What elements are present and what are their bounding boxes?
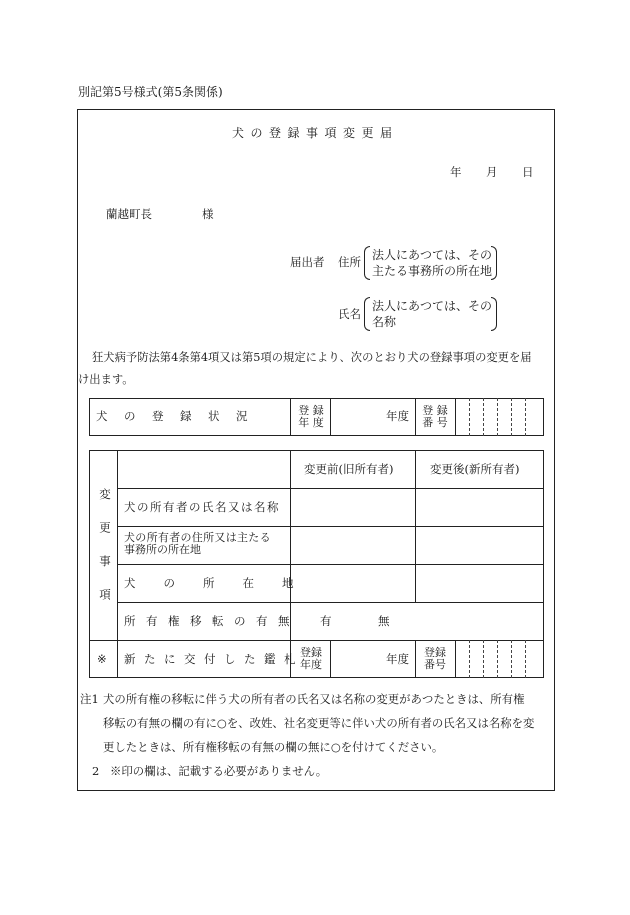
addressee-name: 蘭越町長 bbox=[106, 207, 152, 221]
address-bracket-left bbox=[364, 246, 370, 280]
row-new-tag: 新たに交付した鑑札 bbox=[124, 652, 304, 666]
name-bracket-left bbox=[364, 297, 370, 331]
row-location: 犬の所在地 bbox=[124, 576, 322, 590]
note2-text: ※印の欄は、記載する必要がありません。 bbox=[110, 764, 328, 778]
applicant-label: 届出者 bbox=[290, 255, 325, 269]
tag-number-label: 登録 番号 bbox=[424, 646, 446, 671]
office-use-mark: ※ bbox=[97, 652, 107, 666]
note1-line1: 犬の所有権の移転に伴う犬の所有者の氏名又は名称の変更があつたときは、所有権 bbox=[103, 692, 525, 706]
col-after-header: 変更後(新所有者) bbox=[430, 462, 520, 476]
date-day-label: 日 bbox=[522, 165, 534, 179]
note2-prefix: 2 bbox=[92, 764, 100, 778]
row-transfer: 所有権移転の有無 bbox=[124, 614, 300, 628]
statement-line1: 狂犬病予防法第4条第4項又は第5項の規定により、次のとおり犬の登録事項の変更を届 bbox=[92, 351, 532, 364]
name-note-line1: 法人にあつては、その bbox=[372, 299, 493, 313]
statement-line2: け出ます。 bbox=[78, 373, 134, 386]
date-month-label: 月 bbox=[486, 165, 498, 179]
registration-year-label: 登 録 年 度 bbox=[298, 404, 324, 429]
registration-number-label: 登 録 番 号 bbox=[422, 404, 448, 429]
form-title: 犬の登録事項変更届 bbox=[232, 126, 399, 140]
form-number: 別記第5号様式(第5条関係) bbox=[78, 85, 223, 99]
row-owner-name: 犬の所有者の氏名又は名称 bbox=[124, 500, 280, 514]
tag-year-unit: 年度 bbox=[386, 652, 409, 666]
note1-prefix: 注1 bbox=[80, 692, 99, 706]
address-label: 住所 bbox=[338, 255, 361, 269]
note1-line2: 移転の有無の欄の有に○を、改姓、社名変更等に伴い犬の所有者の氏名又は名称を変 bbox=[103, 716, 535, 730]
name-label: 氏名 bbox=[338, 307, 361, 321]
address-note-line2: 主たる事務所の所在地 bbox=[372, 264, 493, 278]
changes-side-label: 変更事項 bbox=[98, 488, 112, 622]
col-before-header: 変更前(旧所有者) bbox=[304, 462, 394, 476]
note1-line3: 更したときは、所有権移転の有無の欄の無に○を付けてください。 bbox=[103, 740, 444, 754]
row-owner-address: 犬の所有者の住所又は主たる 事務所の所在地 bbox=[124, 531, 271, 556]
addressee-honorific: 様 bbox=[202, 207, 214, 221]
date-year-label: 年 bbox=[450, 165, 462, 179]
tag-year-label: 登録 年度 bbox=[300, 646, 322, 671]
registration-status-label: 犬の登録状況 bbox=[96, 409, 264, 423]
registration-year-unit: 年度 bbox=[386, 409, 409, 423]
transfer-yes: 有 bbox=[320, 614, 332, 628]
name-note-line2: 名称 bbox=[372, 315, 397, 329]
address-note-line1: 法人にあつては、その bbox=[372, 248, 493, 262]
transfer-no: 無 bbox=[378, 614, 390, 628]
